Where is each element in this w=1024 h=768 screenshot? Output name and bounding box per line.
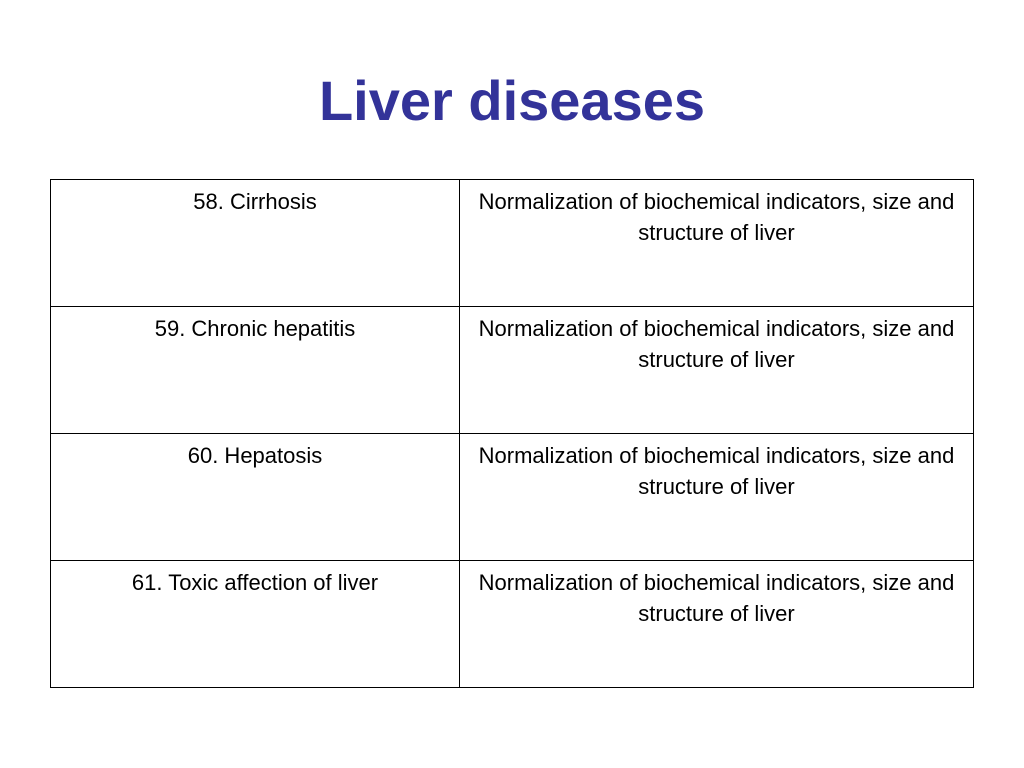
table-row (51, 307, 974, 434)
outcome-cell: Normalization of biochemical indicators, size and structure of liver (460, 561, 974, 688)
disease-cell: 59. Chronic hepatitis (51, 307, 460, 434)
table-row (51, 561, 974, 688)
disease-cell: 61. Toxic affection of liver (51, 561, 460, 688)
outcome-cell: Normalization of biochemical indicators, size and structure of liver (460, 434, 974, 561)
table-row (51, 180, 974, 307)
table-row (51, 434, 974, 561)
disease-cell: 60. Hepatosis (51, 434, 460, 561)
slide-title: Liver diseases (318, 69, 706, 132)
outcome-cell: Normalization of biochemical indicators, size and structure of liver (460, 307, 974, 434)
liver-diseases-table (50, 179, 974, 688)
outcome-cell: Normalization of biochemical indicators, size and structure of liver (460, 180, 974, 307)
disease-cell: 58. Cirrhosis (51, 180, 460, 307)
